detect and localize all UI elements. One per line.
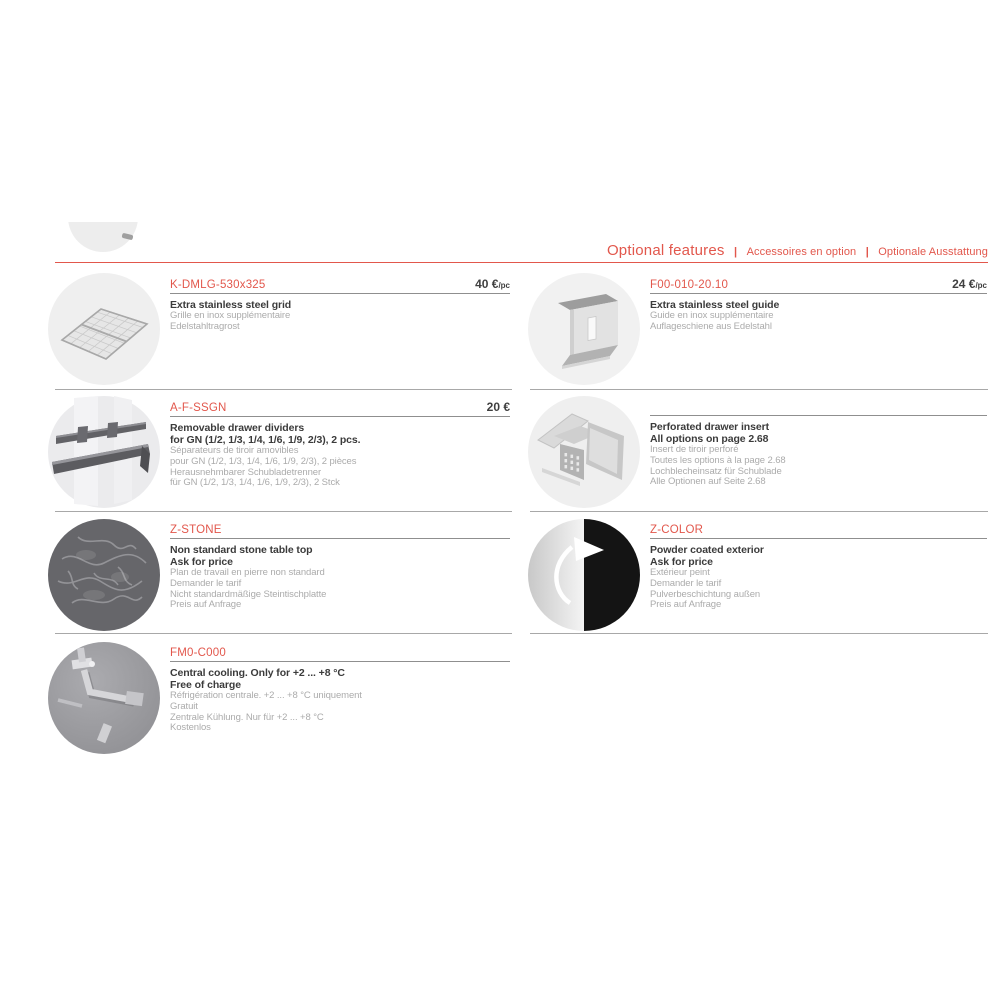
product-translations: [650, 311, 987, 333]
product-translation-line: Demander le tarif: [170, 577, 242, 589]
product-cell: [48, 639, 510, 757]
title-separator: |: [865, 246, 869, 258]
product-name-line: Ask for price: [650, 556, 713, 568]
previous-product-image-cut: [66, 222, 140, 252]
product-text: [170, 516, 510, 634]
product-translation-line: Auflageschiene aus Edelstahl: [650, 320, 772, 332]
product-translation-line: Preis auf Anfrage: [170, 599, 242, 611]
product-price: 40 €/pc: [475, 277, 510, 291]
section-header: [607, 242, 988, 260]
product-text: [650, 393, 987, 511]
product-translation-line: Zentrale Kühlung. Nur für +2 ... +8 °C: [170, 711, 324, 723]
product-code: Z-STONE: [170, 524, 222, 536]
product-name-line: Central cooling. Only for +2 ... +8 °C: [170, 667, 345, 679]
row-separator: [530, 511, 988, 512]
product-text: [170, 270, 510, 388]
code-underline: [650, 415, 987, 416]
product-cell: [48, 270, 510, 388]
product-text: [170, 639, 510, 757]
header-rule: [55, 262, 988, 263]
product-translation-line: Preis auf Anfrage: [650, 599, 722, 611]
product-translation-line: Séparateurs de tiroir amovibles: [170, 445, 299, 456]
product-translation-line: Extérieur peint: [650, 567, 710, 578]
code-underline: [170, 538, 510, 539]
product-text: [650, 270, 987, 388]
product-name: [650, 421, 987, 445]
product-cell: [48, 516, 510, 634]
code-underline: [170, 293, 510, 294]
product-translation-line: für GN (1/2, 1/3, 1/4, 1/6, 1/9, 2/3), 2 Stck: [170, 477, 340, 489]
product-cell: [48, 393, 510, 511]
product-translation-line: Réfrigération centrale. +2 ... +8 °C uniquement: [170, 690, 362, 701]
stone-texture-icon: [48, 519, 160, 631]
title-separator: |: [734, 246, 738, 258]
product-name: [170, 667, 510, 691]
product-code: A-F-SSGN: [170, 402, 227, 414]
product-translation-line: Alle Optionen auf Seite 2.68: [650, 476, 766, 488]
product-translation-line: Nicht standardmäßige Steintischplatte: [170, 588, 327, 600]
product-cell: [528, 393, 987, 511]
product-translation-line: Plan de travail en pierre non standard: [170, 567, 325, 578]
product-translation-line: Guide en inox supplémentaire: [650, 310, 774, 321]
cooling-pipes-icon: [48, 642, 160, 754]
product-translation-line: Insert de tiroir perforé: [650, 444, 739, 455]
code-underline: [650, 538, 987, 539]
product-translations: [650, 568, 987, 611]
product-name-line: Free of charge: [170, 679, 241, 691]
product-translations: [170, 311, 510, 333]
product-code: FM0-C000: [170, 647, 226, 659]
product-code: K-DMLG-530x325: [170, 279, 266, 291]
product-translation-line: Demander le tarif: [650, 577, 722, 589]
product-translation-line: Gratuit: [170, 700, 198, 712]
product-translation-line: Lochblecheinsatz für Schublade: [650, 465, 782, 477]
section-title-de: Optionale Ausstattung: [878, 246, 988, 258]
code-underline: [170, 661, 510, 662]
product-code: F00-010-20.10: [650, 279, 729, 291]
product-text: [650, 516, 987, 634]
code-underline: [650, 293, 987, 294]
row-separator: [530, 389, 988, 390]
product-translations: [170, 691, 510, 734]
product-code: Z-COLOR: [650, 524, 704, 536]
product-translation-line: Edelstahltragrost: [170, 320, 240, 332]
color-swatch-icon: [528, 519, 640, 631]
row-separator: [55, 511, 512, 512]
section-title-en: Optional features: [606, 242, 725, 259]
product-translation-line: pour GN (1/2, 1/3, 1/4, 1/6, 1/9, 2/3), 2 pièces: [170, 455, 357, 467]
product-name-line: Extra stainless steel grid: [170, 299, 292, 311]
code-underline: [170, 416, 510, 417]
drawer-dividers-icon: [48, 396, 160, 508]
product-name-line: Perforated drawer insert: [650, 421, 769, 433]
product-name-line: All options on page 2.68: [650, 433, 769, 445]
product-name: [170, 544, 510, 568]
product-translation-line: Toutes les options à la page 2.68: [650, 454, 786, 466]
row-separator: [55, 389, 512, 390]
product-translation-line: Grille en inox supplémentaire: [170, 310, 291, 321]
product-name-line: Powder coated exterior: [650, 544, 764, 556]
product-price: 20 €: [486, 400, 510, 414]
product-translations: [650, 445, 987, 488]
product-name-line: Removable drawer dividers: [170, 422, 305, 434]
product-name-line: Non standard stone table top: [170, 544, 313, 556]
steel-guide-icon: [528, 273, 640, 385]
steel-grid-icon: [48, 273, 160, 385]
product-name-line: Ask for price: [170, 556, 233, 568]
product-price: 24 €/pc: [952, 277, 987, 291]
product-translation-line: Pulverbeschichtung außen: [650, 588, 761, 600]
section-title-fr: Accessoires en option: [746, 246, 857, 258]
product-translation-line: Kostenlos: [170, 722, 211, 734]
product-translations: [170, 568, 510, 611]
product-translations: [170, 446, 510, 489]
product-text: [170, 393, 510, 511]
product-translation-line: Herausnehmbarer Schubladetrenner: [170, 466, 322, 478]
product-name: [170, 422, 510, 446]
product-name-line: for GN (1/2, 1/3, 1/4, 1/6, 1/9, 2/3), 2 pcs.: [170, 434, 361, 446]
product-name-line: Extra stainless steel guide: [650, 299, 780, 311]
product-name: [650, 544, 987, 568]
product-cell: [528, 516, 987, 634]
product-cell: [528, 270, 987, 388]
perforated-insert-icon: [528, 396, 640, 508]
